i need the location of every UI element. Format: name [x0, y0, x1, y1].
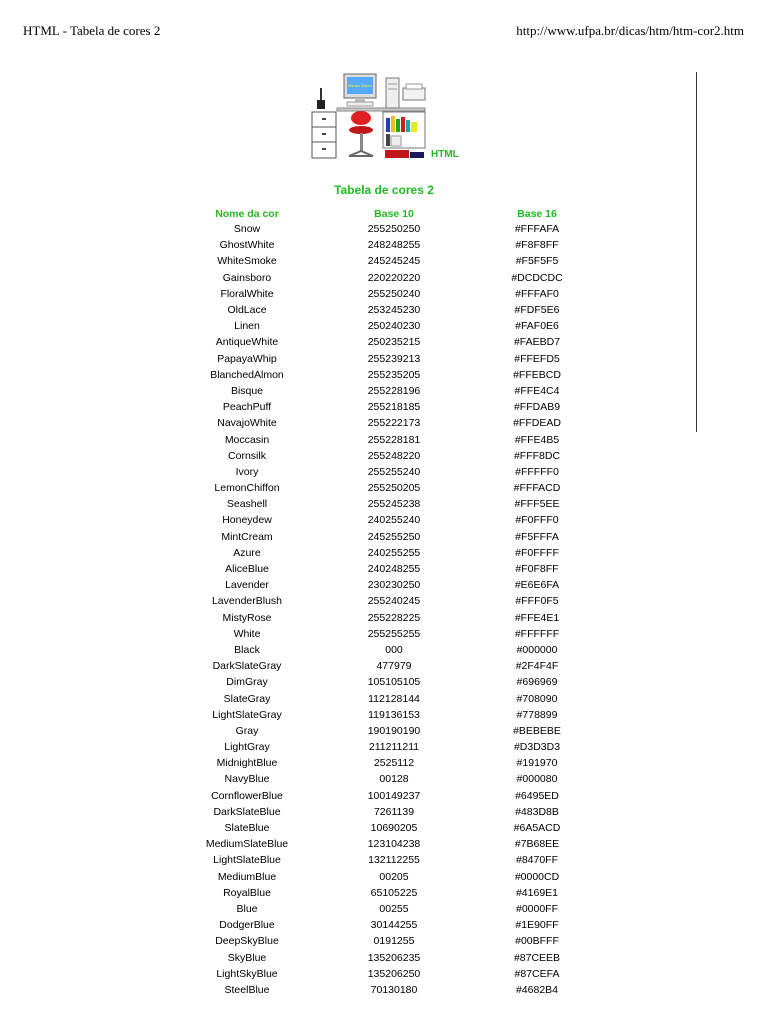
cell-color-name: MediumBlue: [217, 870, 277, 883]
cell-base16: #0000CD: [514, 870, 560, 883]
table-row: [183, 383, 597, 399]
cell-color-name: DodgerBlue: [219, 919, 275, 932]
table-header-row: [183, 206, 597, 221]
svg-text:Marlon Storm: Marlon Storm: [348, 84, 372, 88]
cell-base10: 248248255: [367, 239, 421, 252]
cell-color-name: LightSkyBlue: [216, 967, 278, 980]
cell-base16: #FFF0F5: [515, 595, 559, 608]
cell-base16: #FFE4B5: [514, 433, 560, 446]
color-table: [183, 206, 597, 998]
table-row: [183, 933, 597, 949]
cell-color-name: RoyalBlue: [223, 886, 271, 899]
cell-base10: 255250240: [367, 287, 421, 300]
cell-base16: #FFF8DC: [513, 449, 561, 462]
cell-base16: #87CEEB: [513, 951, 561, 964]
cell-base10: 255250205: [367, 482, 421, 495]
table-row: [183, 723, 597, 739]
table-row: [183, 270, 597, 286]
cell-base16: #FAF0E6: [515, 320, 559, 333]
cell-base16: #708090: [516, 692, 558, 705]
cell-base16: #FFFAFA: [514, 223, 560, 236]
table-row: [183, 399, 597, 415]
cell-base16: #D3D3D3: [513, 741, 561, 754]
table-row: [183, 982, 597, 998]
cell-base16: #778899: [516, 708, 558, 721]
cell-color-name: LemonChiffon: [214, 482, 280, 495]
cell-color-name: DarkSlateGray: [212, 660, 282, 673]
cell-base16: #2F4F4F: [515, 660, 559, 673]
cell-base10: 132112255: [368, 854, 420, 867]
cell-base16: #7B68EE: [514, 838, 560, 851]
cell-color-name: Honeydew: [222, 514, 272, 527]
table-row: [183, 755, 597, 771]
cell-color-name: CornflowerBlue: [211, 789, 283, 802]
cell-base10: 00255: [379, 902, 409, 915]
cell-base10: 240255255: [367, 546, 421, 559]
cell-base10: 250240230: [367, 320, 421, 333]
table-row: [183, 351, 597, 367]
cell-base10: 255228181: [367, 433, 421, 446]
cell-base16: #87CEFA: [514, 967, 560, 980]
table-row: [183, 512, 597, 528]
table-row: [183, 286, 597, 302]
column-header-base10: Base 10: [374, 207, 414, 220]
cell-base16: #F5FFFA: [515, 530, 559, 543]
cell-base10: 253245230: [367, 304, 421, 317]
cell-base16: #6A5ACD: [513, 822, 561, 835]
cell-color-name: SlateGray: [223, 692, 271, 705]
cell-base16: #F8F8FF: [515, 239, 559, 252]
cell-color-name: SlateBlue: [224, 822, 270, 835]
cell-color-name: Moccasin: [224, 433, 270, 446]
cell-color-name: Gray: [235, 724, 259, 737]
cell-base10: 255239213: [367, 352, 421, 365]
table-row: [183, 415, 597, 431]
page-url: http://www.ufpa.br/dicas/htm/htm-cor2.htm: [516, 23, 744, 38]
cell-base16: #00BFFF: [515, 935, 559, 948]
cell-base10: 135206250: [367, 967, 421, 980]
cell-color-name: Seashell: [226, 498, 268, 511]
cell-base16: #FFDAB9: [513, 401, 561, 414]
table-row: [183, 642, 597, 658]
cell-color-name: LightGray: [224, 741, 270, 754]
cell-color-name: Black: [234, 643, 260, 656]
table-row: [183, 658, 597, 674]
cell-color-name: PeachPuff: [222, 401, 272, 414]
cell-base16: #FFEFD5: [514, 352, 560, 365]
cell-base16: #F5F5F5: [515, 255, 559, 268]
cell-color-name: MistyRose: [222, 611, 272, 624]
cell-color-name: Cornsilk: [228, 449, 266, 462]
cell-base10: 190190190: [367, 724, 421, 737]
cell-color-name: Azure: [233, 546, 261, 559]
cell-base10: 255235205: [367, 368, 421, 381]
cell-base16: #191970: [516, 757, 558, 770]
column-header-name: Nome da cor: [215, 207, 279, 220]
table-row: [183, 318, 597, 334]
cell-color-name: LavenderBlush: [211, 595, 283, 608]
table-row: [183, 253, 597, 269]
cell-base16: #000080: [516, 773, 558, 786]
html-logo: [309, 72, 469, 164]
cell-base10: 119136153: [368, 708, 420, 721]
cell-base16: #E6E6FA: [514, 579, 560, 592]
cell-base16: #1E90FF: [515, 919, 559, 932]
table-row: [183, 949, 597, 965]
table-row: [183, 561, 597, 577]
cell-color-name: DeepSkyBlue: [215, 935, 279, 948]
cell-base16: #F0FFF0: [515, 514, 559, 527]
table-row: [183, 852, 597, 868]
cell-base10: 255245238: [367, 498, 421, 511]
cell-base16: #FFDEAD: [513, 417, 561, 430]
table-row: [183, 464, 597, 480]
cell-base16: #8470FF: [515, 854, 559, 867]
table-row: [183, 901, 597, 917]
cell-base10: 70130180: [370, 983, 418, 996]
cell-base10: 250235215: [367, 336, 421, 349]
table-row: [183, 221, 597, 237]
cell-base16: #FFFFFF: [514, 627, 560, 640]
table-row: [183, 593, 597, 609]
cell-base10: 255240245: [367, 595, 421, 608]
cell-color-name: AntiqueWhite: [215, 336, 279, 349]
cell-base16: #F0FFFF: [515, 546, 559, 559]
cell-base16: #DCDCDC: [511, 271, 563, 284]
table-row: [183, 820, 597, 836]
html-label: HTML: [431, 149, 459, 160]
cell-base10: 000: [385, 643, 403, 656]
cell-color-name: Bisque: [230, 384, 264, 397]
cell-color-name: FloralWhite: [220, 287, 274, 300]
cell-color-name: Lavender: [225, 579, 269, 592]
cell-base10: 255248220: [367, 449, 421, 462]
cell-base16: #FAEBD7: [513, 336, 561, 349]
cell-base16: #0000FF: [515, 902, 559, 915]
cell-color-name: PapayaWhip: [217, 352, 277, 365]
cell-base10: 100149237: [367, 789, 421, 802]
cell-color-name: MidnightBlue: [216, 757, 278, 770]
cell-base10: 240248255: [367, 563, 421, 576]
cell-color-name: Linen: [234, 320, 260, 333]
cell-color-name: MintCream: [221, 530, 273, 543]
cell-base10: 245255250: [367, 530, 421, 543]
table-title: Tabela de cores 2: [334, 183, 434, 197]
cell-base16: #FFEBCD: [513, 368, 561, 381]
table-row: [183, 674, 597, 690]
table-row: [183, 237, 597, 253]
table-row: [183, 966, 597, 982]
table-row: [183, 529, 597, 545]
cell-base10: 10690205: [370, 822, 418, 835]
table-row: [183, 610, 597, 626]
cell-base10: 0191255: [373, 935, 415, 948]
cell-base16: #FDF5E6: [514, 304, 560, 317]
cell-base16: #BEBEBE: [513, 724, 561, 737]
cell-base10: 00205: [379, 870, 409, 883]
table-body: [183, 221, 597, 998]
cell-color-name: Gainsboro: [222, 271, 272, 284]
cell-base16: #000000: [516, 643, 558, 656]
cell-base16: #483D8B: [515, 805, 559, 818]
cell-base10: 477979: [376, 660, 412, 673]
table-row: [183, 367, 597, 383]
table-row: [183, 739, 597, 755]
table-row: [183, 302, 597, 318]
cell-base10: 2525112: [373, 757, 415, 770]
cell-base10: 123104238: [367, 838, 421, 851]
cell-base10: 255228225: [367, 611, 421, 624]
cell-base10: 211211211: [368, 741, 420, 754]
table-row: [183, 804, 597, 820]
cell-base16: #FFE4C4: [514, 384, 560, 397]
cell-color-name: AliceBlue: [225, 563, 269, 576]
table-row: [183, 431, 597, 447]
cell-base10: 240255240: [367, 514, 421, 527]
cell-base16: #696969: [516, 676, 558, 689]
cell-base10: 255255255: [367, 627, 421, 640]
cell-color-name: Blue: [236, 902, 258, 915]
cell-color-name: OldLace: [227, 304, 267, 317]
table-row: [183, 836, 597, 852]
cell-base16: #FFFACD: [513, 482, 561, 495]
cell-color-name: White: [233, 627, 261, 640]
print-header: [0, 0, 768, 60]
cell-base10: 135206235: [367, 951, 421, 964]
cell-color-name: NavajoWhite: [217, 417, 277, 430]
cell-base10: 65105225: [370, 886, 418, 899]
cell-color-name: MediumSlateBlue: [205, 838, 289, 851]
cell-base10: 230230250: [367, 579, 421, 592]
cell-base16: #FFFAF0: [515, 287, 559, 300]
column-header-base16: Base 16: [517, 207, 557, 220]
cell-color-name: Ivory: [235, 465, 259, 478]
cell-base10: 00128: [379, 773, 409, 786]
cell-base10: 30144255: [370, 919, 418, 932]
table-row: [183, 496, 597, 512]
cell-base10: 255255240: [367, 465, 421, 478]
table-row: [183, 545, 597, 561]
cell-color-name: Snow: [233, 223, 261, 236]
cell-base16: #6495ED: [515, 789, 559, 802]
table-row: [183, 577, 597, 593]
cell-color-name: WhiteSmoke: [217, 255, 277, 268]
cell-color-name: DarkSlateBlue: [213, 805, 281, 818]
table-row: [183, 707, 597, 723]
cell-color-name: GhostWhite: [219, 239, 275, 252]
table-row: [183, 626, 597, 642]
table-row: [183, 885, 597, 901]
table-row: [183, 917, 597, 933]
cell-base10: 112128144: [368, 692, 420, 705]
cell-color-name: LightSlateGray: [212, 708, 282, 721]
cell-base10: 245245245: [367, 255, 421, 268]
cell-color-name: SkyBlue: [227, 951, 267, 964]
cell-color-name: LightSlateBlue: [213, 854, 281, 867]
cell-base16: #FFFFF0: [515, 465, 559, 478]
cell-color-name: SteelBlue: [224, 983, 270, 996]
table-row: [183, 788, 597, 804]
cell-base10: 255218185: [367, 401, 421, 414]
table-row: [183, 869, 597, 885]
cell-base16: #4682B4: [515, 983, 559, 996]
vertical-divider: [696, 72, 698, 432]
cell-base10: 7261139: [373, 805, 415, 818]
cell-base16: #FFE4E1: [514, 611, 560, 624]
cell-color-name: DimGray: [226, 676, 268, 689]
table-row: [183, 771, 597, 787]
cell-base10: 105105105: [367, 676, 421, 689]
cell-base16: #FFF5EE: [514, 498, 560, 511]
cell-base10: 255228196: [367, 384, 421, 397]
cell-base16: #4169E1: [515, 886, 559, 899]
cell-color-name: NavyBlue: [224, 773, 270, 786]
table-row: [183, 690, 597, 706]
table-row: [183, 480, 597, 496]
table-row: [183, 334, 597, 350]
cell-base10: 220220220: [367, 271, 421, 284]
page-title: HTML - Tabela de cores 2: [23, 23, 161, 38]
cell-base10: 255222173: [367, 417, 421, 430]
cell-base10: 255250250: [367, 223, 421, 236]
cell-base16: #F0F8FF: [515, 563, 559, 576]
cell-color-name: BlanchedAlmon: [210, 368, 284, 381]
table-row: [183, 448, 597, 464]
